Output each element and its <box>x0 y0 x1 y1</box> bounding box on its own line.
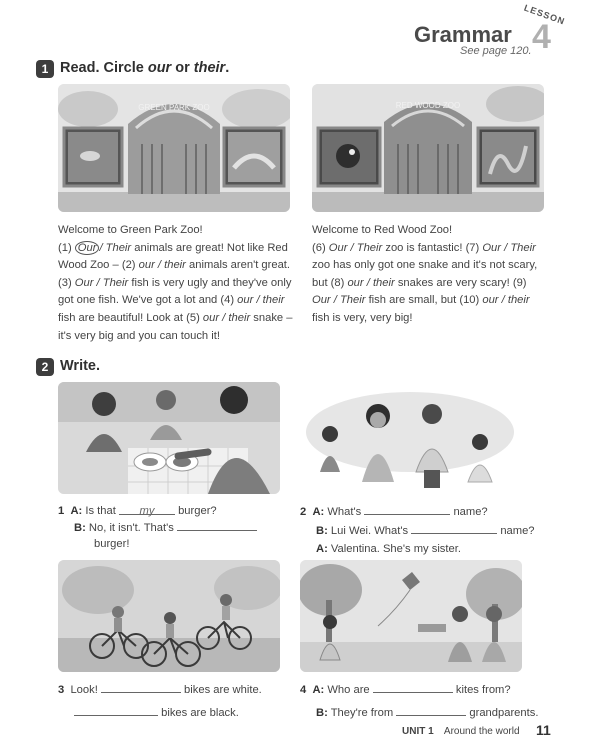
passage-text: fish is very, very big! <box>312 311 413 324</box>
passage-text: snake – it's very big and you can touch it! <box>58 311 293 342</box>
passage-body <box>58 240 296 346</box>
question-number: 2 <box>300 506 307 518</box>
green-park-zoo-sign: GREEN PARK ZOO <box>138 103 210 112</box>
question-text: Valentina. She's my sister. <box>330 543 461 555</box>
answer-blank[interactable] <box>74 704 158 716</box>
option-8[interactable]: our / their <box>347 276 395 289</box>
answer-example: my <box>119 503 175 515</box>
question-text: burger! <box>94 538 130 550</box>
speaker-a: A: <box>312 506 325 518</box>
question-text: bikes are white. <box>184 684 262 696</box>
question-3 <box>58 681 288 721</box>
speaker-a: A: <box>312 684 325 696</box>
speaker-b: B: <box>74 522 86 534</box>
question-number: 1 <box>58 505 65 517</box>
question-text: kites from? <box>455 684 511 696</box>
see-page-note: See page 120. <box>460 45 532 57</box>
passage-text: zoo has only got one snake and it's not scary, but (8) <box>312 259 538 289</box>
question-text: grandparents. <box>469 707 539 719</box>
question-text: What's <box>327 506 362 518</box>
question-text: No, it isn't. That's <box>88 522 174 534</box>
speaker-a: A: <box>316 543 328 555</box>
page-number: 11 <box>536 722 551 738</box>
lesson-number: 4 <box>532 18 551 56</box>
speaker-b: B: <box>316 707 328 719</box>
question-text: name? <box>453 506 488 518</box>
red-wood-zoo-illustration <box>312 84 544 212</box>
passage-text: fish is very ugly and they've only got one fish. We've got a lot and (4) <box>58 276 292 307</box>
option-4[interactable]: our / their <box>237 294 285 307</box>
red-wood-zoo-sign: RED WOOD ZOO <box>395 101 461 110</box>
unit-label: UNIT 1 <box>402 726 434 737</box>
option-5[interactable]: our / their <box>202 311 251 324</box>
passage-text: snakes are very scary! (9) <box>394 276 527 289</box>
answer-blank[interactable] <box>411 522 497 534</box>
question-text: They're from <box>330 707 394 719</box>
speaker-a: A: <box>70 505 83 517</box>
passage-text: fish are beautiful! Look at (5) <box>58 311 203 324</box>
option-6[interactable]: Our / Their <box>328 241 383 254</box>
family-illustration <box>300 382 522 494</box>
question-2 <box>300 503 546 557</box>
passage-body <box>312 240 548 328</box>
title-text: Read. Circle <box>60 60 148 76</box>
title-text: or <box>171 60 194 76</box>
question-text: burger? <box>178 505 217 517</box>
section-2-title: Write. <box>60 358 101 374</box>
question-text: name? <box>500 525 535 537</box>
title-our: our <box>147 60 172 76</box>
option-9[interactable]: Our / Their <box>312 294 366 307</box>
section-1-number: 1 <box>36 60 54 78</box>
circled-answer: Our <box>75 241 100 255</box>
section-1-title <box>60 60 229 76</box>
option-slash: / <box>99 241 106 254</box>
green-park-passage <box>58 222 296 345</box>
question-number: 4 <box>300 684 307 696</box>
item-number: (1) <box>58 241 75 254</box>
footer-unit <box>402 726 520 737</box>
bikes-illustration <box>58 560 280 672</box>
red-wood-passage <box>312 222 548 328</box>
lesson-label: LESSON <box>522 2 567 27</box>
passage-heading: Welcome to Green Park Zoo! <box>58 224 203 236</box>
passage-text: zoo is fantastic! (7) <box>382 241 483 254</box>
lesson-badge <box>512 2 568 58</box>
option-10[interactable]: our / their <box>482 294 530 307</box>
answer-blank[interactable] <box>373 681 453 693</box>
question-text: bikes are black. <box>161 707 239 719</box>
passage-text: fish are small, but (10) <box>365 294 483 307</box>
option-3[interactable]: Our / Their <box>74 276 129 289</box>
title-text: . <box>225 60 230 76</box>
answer-blank[interactable] <box>101 681 181 693</box>
question-text: Look! <box>70 684 98 696</box>
section-2-number: 2 <box>36 358 54 376</box>
option-7[interactable]: Our / Their <box>482 241 536 254</box>
question-4 <box>300 681 556 721</box>
question-1 <box>58 503 288 552</box>
answer-blank[interactable] <box>177 519 257 531</box>
green-park-zoo-illustration <box>58 84 290 212</box>
park-kites-illustration <box>300 560 522 672</box>
grammar-title: Grammar <box>414 22 512 47</box>
speaker-b: B: <box>316 525 328 537</box>
question-text: Lui Wei. What's <box>330 525 409 537</box>
question-text: Who are <box>327 684 370 696</box>
passage-text: animals aren't great. (3) <box>58 259 291 289</box>
option-2[interactable]: our / their <box>138 259 186 272</box>
answer-blank[interactable] <box>396 704 466 716</box>
question-text: Is that <box>85 505 116 517</box>
title-their: their <box>193 60 226 76</box>
option-their: Their <box>105 241 132 254</box>
answer-blank[interactable] <box>364 503 450 515</box>
restaurant-illustration <box>58 382 280 494</box>
unit-topic: Around the world <box>443 726 520 737</box>
passage-text: animals are great! Not like Red Wood Zoo – (2) <box>58 241 288 272</box>
question-number: 3 <box>58 684 65 696</box>
item-number: (6) <box>312 241 329 254</box>
passage-heading: Welcome to Red Wood Zoo! <box>312 224 453 236</box>
